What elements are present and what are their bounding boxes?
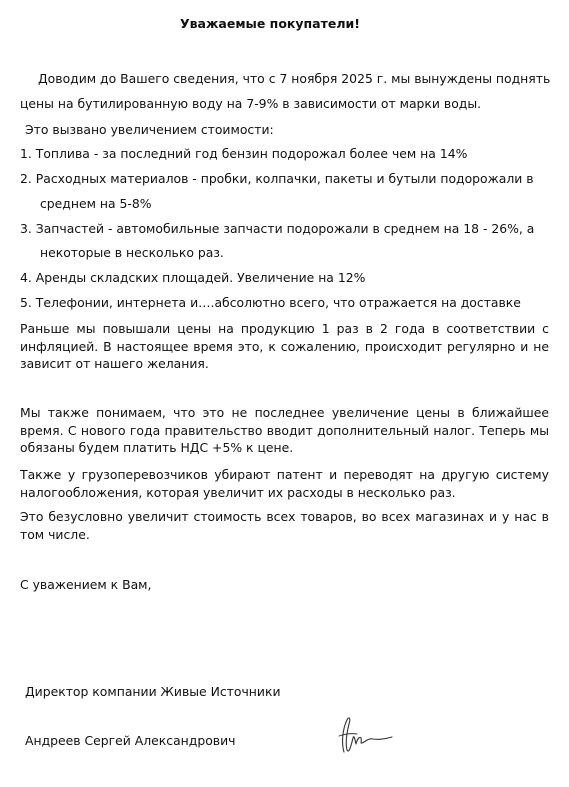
signer-name: Андреев Сергей Александрович xyxy=(25,733,236,748)
paragraph-before: Раньше мы повышали цены на продукцию 1 раз в 2 года в соответствии с инфляцией. В настоящее время это, к сожалению, происходит регулярно и не зависит от нашего желания. xyxy=(20,321,549,371)
list-item-3-continued: некоторые в несколько раз. xyxy=(40,245,224,260)
paragraph-carriers: Также у грузоперевозчиков убирают патент и переводят на другую систему налогообложения, которая увеличит их расходы в несколько раз. xyxy=(20,467,549,500)
list-item-2: 2. Расходных материалов - пробки, колпачки, пакеты и бутыли подорожали в xyxy=(20,171,534,186)
list-item-4: 4. Аренды складских площадей. Увеличение на 12% xyxy=(20,270,366,285)
closing: С уважением к Вам, xyxy=(20,577,152,592)
list-item-5: 5. Телефонии, интернета и….абсолютно всего, что отражается на доставке xyxy=(20,295,521,310)
list-item-2-continued: среднем на 5-8% xyxy=(40,196,152,211)
handwritten-signature xyxy=(335,712,395,760)
list-item-3: 3. Запчастей - автомобильные запчасти подорожали в среднем на 18 - 26%, а xyxy=(20,221,535,236)
intro-line-2: цены на бутилированную воду на 7-9% в зависимости от марки воды. xyxy=(20,96,482,111)
signer-position: Директор компании Живые Источники xyxy=(25,684,281,699)
intro-line-1: Доводим до Вашего сведения, что с 7 ноября 2025 г. мы вынуждены поднять xyxy=(38,71,551,86)
cause-intro: Это вызвано увеличением стоимости: xyxy=(25,122,274,137)
letter-title: Уважаемые покупатели! xyxy=(180,16,360,31)
paragraph-tax: Мы также понимаем, что это не последнее увеличение цены в ближайшее время. С нового года правительство вводит дополнительный налог. Теперь мы обязаны будем платить НДС +5% к цене. xyxy=(20,405,549,455)
paragraph-all: Это безусловно увеличит стоимость всех товаров, во всех магазинах и у нас в том числе. xyxy=(20,509,549,542)
list-item-1: 1. Топлива - за последний год бензин подорожал более чем на 14% xyxy=(20,146,468,161)
